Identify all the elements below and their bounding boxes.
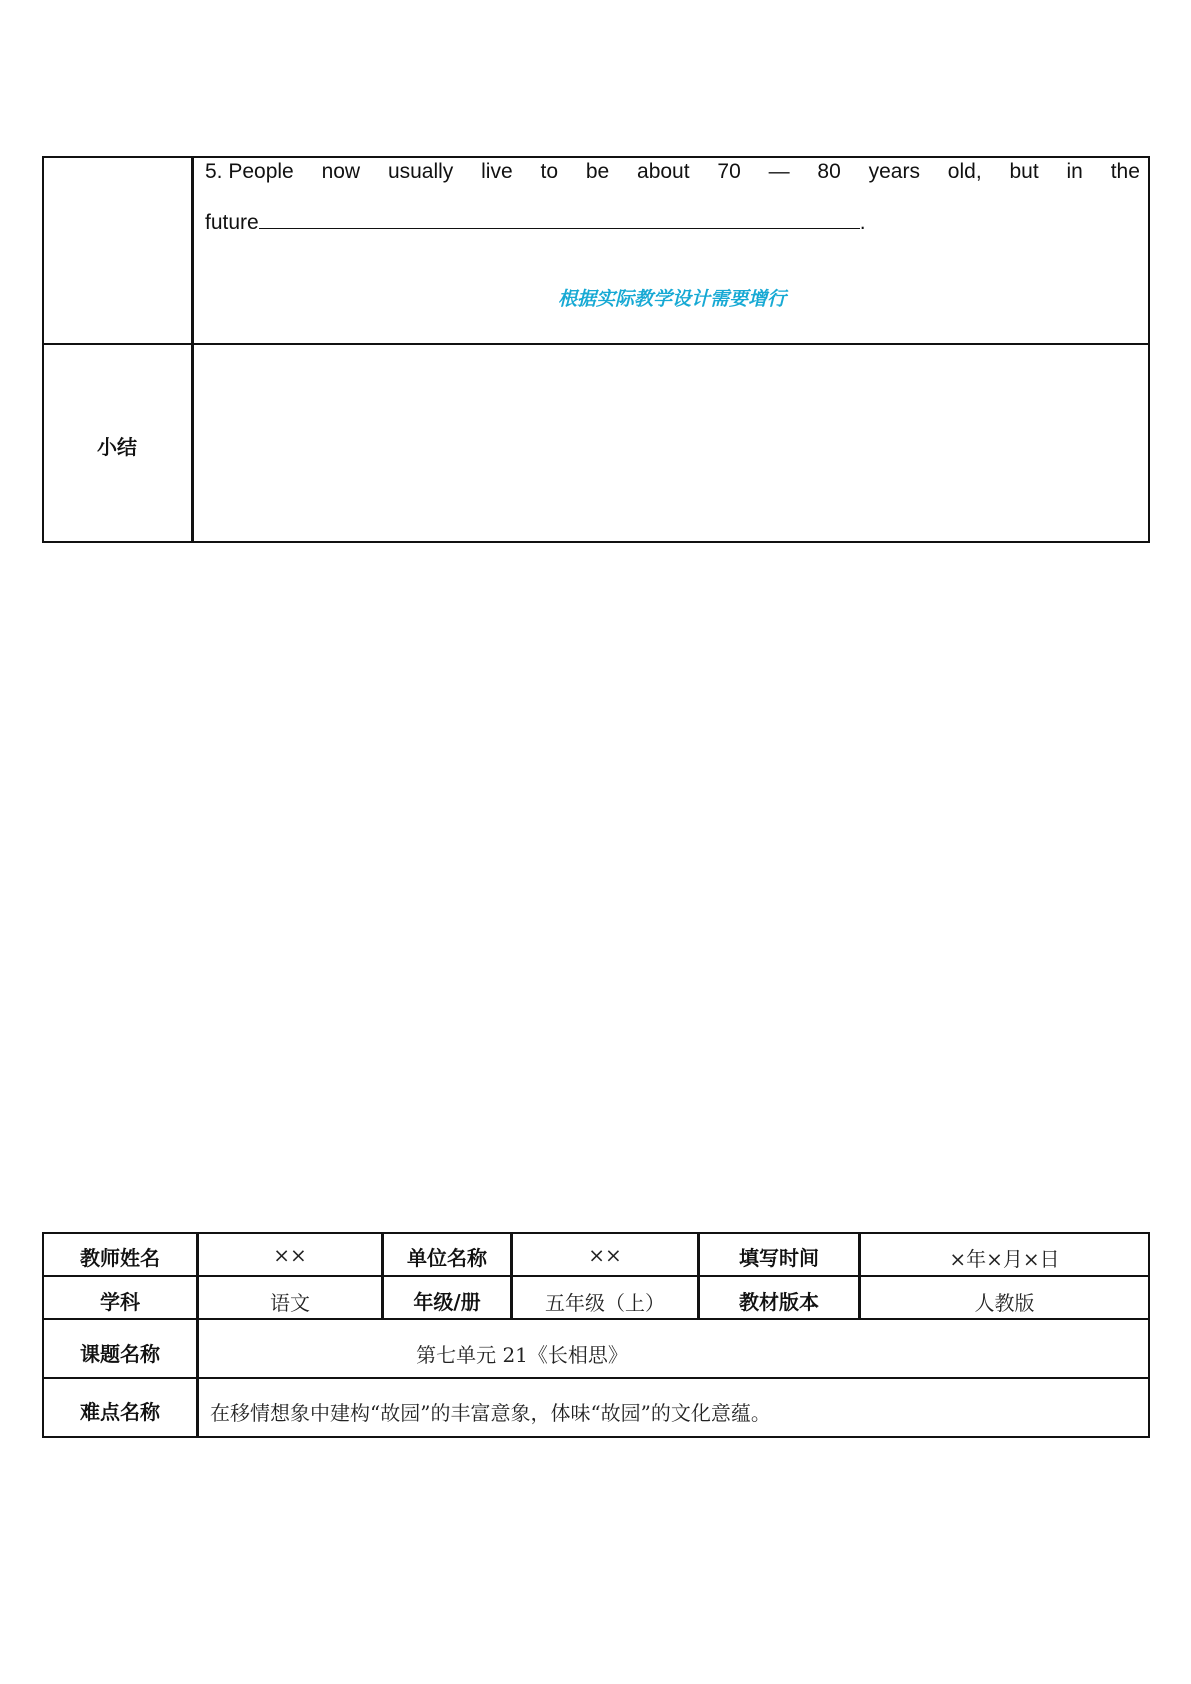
subject-value: 语文 [270,1291,310,1315]
unit-name-label: 单位名称 [407,1246,487,1270]
teacher-name-value: ×× [273,1243,307,1267]
subject-label: 学科 [100,1290,140,1314]
question-5-word: be [585,160,610,183]
grade-volume-label: 年级/册 [413,1290,481,1314]
question-5-word: 80 [817,160,841,183]
top-table-row-divider [42,343,1150,345]
question-5-suffix: . [859,211,866,234]
topic-label: 课题名称 [80,1342,160,1366]
question-5-line-2 [205,206,866,235]
fill-date-label: 填写时间 [739,1246,819,1270]
question-5-word: 5. People [205,160,294,183]
question-5-word: the [1110,160,1140,183]
question-5-word: usually [387,160,454,183]
question-5-word: to [540,160,558,183]
difficulty-value: 在移情想象中建构“故园”的丰富意象，体味“故园”的文化意蕴。 [210,1401,771,1425]
question-5-line-1 [205,160,1140,184]
question-5-word: but [1009,160,1039,183]
question-5-word: 70 [717,160,741,183]
question-5-word: now [321,160,361,183]
info-table-row-divider [42,1275,1150,1277]
question-5-word: years [868,160,920,183]
textbook-edition-label: 教材版本 [739,1290,819,1314]
info-table-row-divider [42,1318,1150,1320]
add-rows-note: 根据实际教学设计需要增行 [557,288,786,310]
unit-name-value: ×× [588,1243,622,1267]
summary-label: 小结 [97,435,137,459]
grade-volume-value: 五年级（上） [545,1291,665,1315]
question-5-word: live [481,160,513,183]
fill-date-value: ×年×月×日 [949,1247,1060,1271]
question-5-prefix: future [205,211,259,234]
difficulty-label: 难点名称 [80,1400,160,1424]
teacher-name-label: 教师姓名 [80,1246,160,1270]
textbook-edition-value: 人教版 [974,1291,1035,1315]
question-5-word: old, [947,160,982,183]
answer-blank[interactable] [259,206,860,229]
info-table-row-divider [42,1377,1150,1379]
question-5-word: about [637,160,690,183]
top-table-column-divider [191,156,194,543]
topic-value: 第七单元 21《长相思》 [416,1343,628,1367]
question-5-word: — [768,160,790,183]
question-5-word: in [1066,160,1083,183]
